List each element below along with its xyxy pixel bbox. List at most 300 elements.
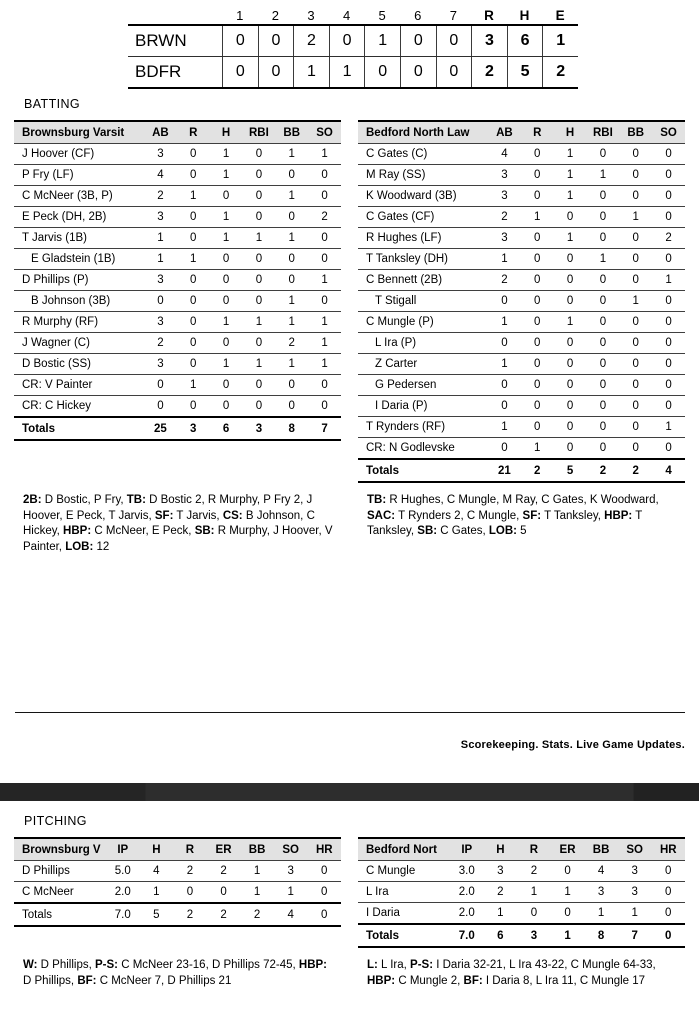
stat-cell: 0 — [501, 400, 508, 412]
pitching-table-bedford — [358, 837, 685, 948]
player-row — [14, 861, 341, 882]
stat-cell: 1 — [255, 232, 263, 244]
stat-cell: 0 — [222, 253, 230, 265]
stat-cell: 1 — [253, 865, 261, 877]
stat-cell: 1 — [566, 190, 574, 202]
pitching-section-label: PITCHING — [24, 814, 87, 828]
player-name: D Phillips — [22, 865, 70, 877]
summary-column-header: E — [555, 8, 565, 23]
totals-stat-cell: 6 — [497, 929, 504, 942]
stat-cell: 1 — [566, 169, 574, 181]
totals-stat-cell: 2 — [253, 908, 261, 921]
inning-score-cell: 0 — [222, 57, 258, 87]
player-name: R Murphy (RF) — [22, 316, 99, 328]
player-row — [358, 861, 685, 882]
stat-cell: 2 — [501, 211, 508, 223]
note-stat-label: HBP: — [63, 525, 92, 537]
stat-cell: 1 — [222, 211, 230, 223]
note-stat-label: HBP: — [604, 509, 633, 522]
inning-score-cell: 0 — [400, 26, 436, 56]
inning-column-header: 1 — [236, 8, 244, 23]
stat-cell: 0 — [632, 148, 639, 160]
totals-stat-cell: 0 — [665, 929, 672, 942]
stat-cell: 0 — [566, 421, 574, 433]
stat-cell: 3 — [497, 865, 504, 877]
stat-cell: 0 — [255, 169, 263, 181]
totals-stat-cell: 7 — [321, 422, 328, 435]
stat-cell: 1 — [255, 358, 263, 370]
stat-column-header: RBI — [592, 126, 613, 139]
stat-cell: 0 — [599, 400, 607, 412]
inning-score-cell: 1 — [293, 57, 329, 87]
stat-cell: 1 — [501, 253, 508, 265]
stat-cell: 0 — [632, 358, 639, 370]
inning-score-cell: 0 — [258, 57, 294, 87]
stat-cell: 0 — [534, 274, 541, 286]
stat-cell: 2 — [157, 337, 164, 349]
stat-cell: 0 — [665, 442, 672, 454]
stat-cell: 1 — [288, 232, 295, 244]
player-row — [358, 417, 685, 438]
stat-cell: 0 — [222, 400, 230, 412]
player-row — [358, 333, 685, 354]
summary-score-cell: 2 — [471, 57, 507, 87]
summary-score-cell: 5 — [507, 57, 543, 87]
player-row — [358, 228, 685, 249]
player-row — [14, 333, 341, 354]
stat-cell: 1 — [501, 358, 508, 370]
inning-column-header: 6 — [414, 8, 422, 23]
totals-stat-cell: 7 — [631, 929, 638, 942]
stat-cell: 3 — [157, 358, 164, 370]
pitching-table-brownsburg — [14, 837, 341, 927]
player-name: L Ira (P) — [375, 337, 417, 349]
player-row — [14, 354, 341, 375]
pitching-notes-brownsburg: W: D Phillips, P-S: C McNeer 23-16, D Phillips 72-45, HBP: D Phillips, BF: C McNeer 7, D Phillips 21 — [23, 959, 328, 987]
stat-cell: 0 — [665, 400, 672, 412]
note-stat-label: BF: — [463, 974, 483, 987]
stat-cell: 0 — [157, 379, 164, 391]
stat-cell: 0 — [665, 169, 672, 181]
stat-cell: 0 — [501, 295, 508, 307]
stat-cell: 0 — [534, 148, 541, 160]
summary-score-cell: 6 — [507, 26, 543, 56]
stat-cell: 0 — [220, 886, 227, 898]
stat-cell: 0 — [288, 253, 295, 265]
player-name: C Mungle (P) — [366, 316, 434, 328]
stat-cell: 1 — [288, 295, 295, 307]
team-abbreviation: BDFR — [135, 62, 182, 81]
stat-cell: 0 — [190, 400, 197, 412]
stat-column-header: R — [529, 843, 539, 856]
stat-cell: 2 — [497, 886, 504, 898]
stat-cell: 0 — [321, 190, 328, 202]
totals-stat-cell: 5 — [566, 464, 574, 477]
stat-cell: 0 — [534, 358, 541, 370]
player-row — [358, 249, 685, 270]
stat-cell: 1 — [665, 421, 672, 433]
stat-cell: 0 — [190, 274, 197, 286]
scoreboard-header-row — [128, 6, 578, 23]
stat-column-header: R — [189, 126, 198, 139]
inning-score-cell: 1 — [329, 57, 365, 87]
player-name: CR: C Hickey — [22, 400, 92, 412]
stat-cell: 0 — [534, 190, 541, 202]
stat-cell: 0 — [665, 316, 672, 328]
stat-column-header: H — [496, 843, 505, 856]
stat-cell: 3 — [157, 316, 164, 328]
stat-cell: 2 — [501, 274, 508, 286]
stat-cell: 1 — [566, 232, 574, 244]
stat-cell: 0 — [599, 232, 607, 244]
stat-column-header: H — [565, 126, 575, 139]
stat-cell: 0 — [255, 379, 263, 391]
totals-stat-cell: 2 — [186, 908, 194, 921]
totals-stat-cell: 4 — [287, 908, 294, 921]
player-row — [358, 354, 685, 375]
batting-notes-bedford: TB: R Hughes, C Mungle, M Ray, C Gates, K Woodward, SAC: T Rynders 2, C Mungle, SF: T Tanksley, HBP: T Tanksley, SB: C Gates, LOB: 5 — [367, 494, 659, 537]
player-row — [14, 375, 341, 396]
stat-column-header: H — [221, 126, 231, 139]
stat-cell: 3 — [157, 274, 164, 286]
stat-cell: 1 — [190, 253, 197, 265]
player-row — [14, 144, 341, 165]
stat-cell: 4 — [501, 148, 508, 160]
stat-cell: 1 — [288, 148, 295, 160]
stat-cell: 2 — [288, 337, 295, 349]
totals-label: Totals — [366, 464, 400, 477]
stat-cell: 0 — [599, 211, 607, 223]
stat-cell: 1 — [157, 253, 164, 265]
stat-cell: 0 — [288, 274, 295, 286]
stat-cell: 0 — [566, 442, 574, 454]
stat-cell: 0 — [255, 211, 263, 223]
stat-column-header: SO — [282, 843, 299, 856]
note-stat-label: SF: — [522, 509, 542, 522]
stat-cell: 2 — [530, 865, 538, 877]
stat-cell: 0 — [566, 337, 574, 349]
stat-cell: 0 — [566, 379, 574, 391]
table-header-row — [358, 120, 685, 144]
summary-score-cell: 2 — [542, 57, 578, 87]
note-stat-label: P-S: — [95, 959, 119, 971]
stat-column-header: RBI — [248, 126, 269, 139]
totals-row — [358, 460, 685, 483]
stat-column-header: H — [152, 843, 161, 856]
stat-cell: 0 — [255, 337, 263, 349]
inning-column-header: 4 — [342, 8, 351, 23]
stat-cell: 1 — [288, 316, 295, 328]
stat-cell: 0 — [665, 148, 672, 160]
player-name: J Hoover (CF) — [22, 148, 95, 160]
stat-cell: 0 — [534, 379, 541, 391]
stat-column-header: R — [533, 126, 542, 139]
player-name: CR: N Godlevske — [366, 442, 455, 454]
player-name: C McNeer — [22, 886, 74, 898]
stat-cell: 0 — [599, 295, 607, 307]
stat-cell: 0 — [566, 358, 574, 370]
stat-cell: 0 — [632, 337, 639, 349]
stat-cell: 0 — [157, 295, 164, 307]
stat-cell: 0 — [632, 316, 639, 328]
stat-cell: 1 — [321, 358, 328, 370]
stat-cell: 0 — [564, 907, 571, 919]
stat-cell: 0 — [599, 316, 607, 328]
stat-cell: 1 — [501, 421, 508, 433]
player-name: T Jarvis (1B) — [22, 232, 87, 244]
player-name: C Gates (CF) — [366, 211, 435, 223]
stat-cell: 0 — [222, 295, 230, 307]
stat-column-header: AB — [496, 126, 513, 139]
stat-cell: 0 — [665, 865, 672, 877]
player-row — [14, 186, 341, 207]
stat-cell: 1 — [222, 232, 230, 244]
stat-cell: 0 — [534, 169, 541, 181]
player-row — [358, 165, 685, 186]
pitching-columns — [14, 837, 685, 989]
stat-cell: 0 — [501, 337, 508, 349]
inning-score-cell: 0 — [329, 26, 365, 56]
player-name: Z Carter — [375, 358, 418, 370]
totals-stat-cell: 5 — [153, 908, 160, 921]
note-stat-label: CS: — [222, 509, 243, 522]
stat-cell: 0 — [222, 379, 230, 391]
totals-stat-cell: 0 — [321, 908, 328, 921]
summary-score-cell: 3 — [471, 26, 507, 56]
player-name: I Daria — [366, 907, 400, 919]
player-row — [14, 882, 341, 904]
stat-cell: 0 — [255, 148, 263, 160]
stat-cell: 0 — [599, 190, 607, 202]
stat-cell: 0 — [222, 274, 230, 286]
stat-cell: 1 — [497, 907, 504, 919]
stat-cell: 0 — [665, 907, 672, 919]
totals-stat-cell: 2 — [632, 464, 639, 477]
stat-cell: 0 — [534, 232, 541, 244]
player-row — [358, 882, 685, 903]
player-name: C Bennett (2B) — [366, 274, 443, 286]
stat-cell: 0 — [255, 190, 263, 202]
stat-column-header: ER — [559, 843, 576, 856]
totals-stat-cell: 4 — [665, 464, 672, 477]
stat-cell: 1 — [157, 232, 164, 244]
stat-cell: 0 — [321, 253, 328, 265]
stat-cell: 3 — [631, 865, 638, 877]
batting-section-label: BATTING — [24, 97, 81, 111]
stat-cell: 0 — [190, 316, 197, 328]
stat-cell: 1 — [501, 316, 508, 328]
player-name: B Johnson (3B) — [31, 295, 111, 307]
footer-divider-line — [15, 712, 685, 713]
stat-cell: 5.0 — [114, 865, 131, 877]
player-name: C Gates (C) — [366, 148, 428, 160]
summary-column-header: H — [519, 8, 530, 23]
stat-cell: 0 — [288, 169, 295, 181]
stat-column-header: BB — [592, 843, 610, 856]
totals-stat-cell: 8 — [288, 422, 295, 435]
stat-cell: 0 — [534, 316, 541, 328]
stat-cell: 1 — [222, 148, 230, 160]
note-stat-label: LOB: — [488, 525, 517, 537]
totals-stat-cell: 8 — [597, 929, 605, 942]
inning-column-header: 3 — [307, 8, 315, 23]
stat-cell: 0 — [665, 358, 672, 370]
totals-stat-cell: 2 — [220, 908, 227, 921]
stat-cell: 0 — [632, 400, 639, 412]
inning-score-cell: 0 — [222, 26, 258, 56]
stat-cell: 2 — [321, 211, 328, 223]
stat-cell: 0 — [599, 379, 607, 391]
ad-banner-bar — [0, 783, 699, 801]
stat-column-header: ER — [215, 843, 232, 856]
player-name: M Ray (SS) — [366, 169, 426, 181]
stat-cell: 3 — [597, 886, 605, 898]
player-row — [358, 396, 685, 417]
stat-cell: 0 — [190, 232, 197, 244]
stat-cell: 1 — [321, 337, 328, 349]
note-stat-label: L: — [367, 959, 378, 971]
stat-column-header: BB — [627, 126, 645, 139]
stat-cell: 1 — [288, 190, 295, 202]
stat-cell: 0 — [255, 253, 263, 265]
team-name-header: Brownsburg Varsit — [22, 126, 125, 139]
stat-cell: 1 — [153, 886, 160, 898]
player-name: I Daria (P) — [375, 400, 428, 412]
player-name: E Peck (DH, 2B) — [22, 211, 107, 223]
player-name: K Woodward (3B) — [366, 190, 457, 202]
stat-cell: 0 — [665, 886, 672, 898]
stat-cell: 1 — [599, 169, 607, 181]
stat-cell: 1 — [190, 379, 197, 391]
totals-stat-cell: 21 — [498, 464, 511, 477]
stat-cell: 1 — [321, 148, 328, 160]
totals-stat-cell: 2 — [599, 464, 607, 477]
batting-section — [14, 97, 685, 555]
player-row — [358, 903, 685, 925]
stat-cell: 1 — [222, 316, 230, 328]
stat-cell: 1 — [632, 295, 639, 307]
team-name-header: Brownsburg V — [22, 843, 101, 856]
stat-column-header: IP — [117, 843, 129, 856]
stat-cell: 0 — [501, 379, 508, 391]
player-row — [358, 375, 685, 396]
stat-cell: 0 — [222, 190, 230, 202]
player-row — [14, 270, 341, 291]
stat-cell: 2 — [665, 232, 672, 244]
stat-cell: 0 — [157, 400, 164, 412]
totals-label: Totals — [22, 908, 53, 921]
stat-cell: 0 — [632, 190, 639, 202]
inning-column-header: 5 — [378, 8, 386, 23]
stat-cell: 0 — [564, 865, 571, 877]
stat-cell: 0 — [632, 421, 639, 433]
player-name: D Bostic (SS) — [22, 358, 92, 370]
stat-cell: 0 — [665, 190, 672, 202]
inning-score-cell: 0 — [364, 57, 400, 87]
stat-cell: 0 — [566, 253, 574, 265]
stat-cell: 3 — [631, 886, 638, 898]
totals-stat-cell: 25 — [154, 422, 167, 435]
stat-cell: 1 — [566, 148, 574, 160]
inning-column-header: 2 — [271, 8, 279, 23]
stat-cell: 3 — [157, 211, 164, 223]
batting-table-bedford — [358, 120, 685, 483]
note-stat-label: SB: — [417, 525, 438, 537]
stat-cell: 4 — [153, 865, 160, 877]
stat-cell: 0 — [222, 337, 230, 349]
stat-column-header: HR — [315, 843, 333, 856]
stat-cell: 0 — [255, 295, 263, 307]
stat-cell: 0 — [321, 169, 328, 181]
inning-column-header: 7 — [449, 8, 457, 23]
stat-cell: 0 — [632, 274, 639, 286]
stat-cell: 0 — [632, 379, 639, 391]
player-name: G Pedersen — [375, 379, 437, 391]
stat-cell: 0 — [632, 232, 639, 244]
stat-cell: 0 — [599, 337, 607, 349]
player-row — [14, 207, 341, 228]
stat-cell: 0 — [534, 337, 541, 349]
stat-cell: 3 — [501, 190, 508, 202]
table-header-row — [14, 837, 341, 861]
stat-cell: 2.0 — [114, 886, 131, 898]
stat-cell: 3 — [287, 865, 294, 877]
stat-cell: 0 — [599, 358, 607, 370]
note-stat-label: 2B: — [23, 494, 42, 506]
stat-cell: 1 — [632, 211, 639, 223]
stat-cell: 1 — [255, 316, 263, 328]
totals-stat-cell: 7.0 — [114, 908, 131, 921]
stat-column-header: R — [185, 843, 195, 856]
note-stat-label: BF: — [77, 974, 97, 987]
stat-cell: 3 — [157, 148, 164, 160]
player-name: D Phillips (P) — [22, 274, 89, 286]
note-stat-label: SAC: — [367, 509, 396, 522]
stat-column-header: HR — [659, 843, 677, 856]
stat-cell: 0 — [190, 169, 197, 181]
totals-stat-cell: 3 — [255, 422, 263, 435]
stat-column-header: IP — [461, 843, 473, 856]
team-abbreviation: BRWN — [135, 31, 187, 50]
pitching-notes-bedford: L: L Ira, P-S: I Daria 32-21, L Ira 43-22, C Mungle 64-33, HBP: C Mungle 2, BF: I Daria 8, L Ira 11, C Mungle 17 — [367, 959, 656, 987]
stat-cell: 1 — [287, 886, 294, 898]
stat-cell: 1 — [190, 190, 197, 202]
stat-cell: 2.0 — [458, 907, 475, 919]
stat-cell: 0 — [288, 400, 295, 412]
summary-column-header: R — [484, 8, 494, 23]
stat-cell: 0 — [321, 232, 328, 244]
player-name: L Ira — [366, 886, 389, 898]
note-stat-label: W: — [23, 959, 38, 971]
stat-cell: 0 — [534, 295, 541, 307]
team-name-header: Bedford North Law — [366, 126, 470, 139]
inning-score-cell: 1 — [364, 26, 400, 56]
inning-score-cell: 0 — [436, 26, 472, 56]
tagline-text: Scorekeeping. Stats. Live Game Updates. — [460, 739, 685, 751]
stat-cell: 1 — [222, 358, 230, 370]
stat-cell: 0 — [186, 886, 194, 898]
stat-cell: 0 — [190, 211, 197, 223]
stat-cell: 0 — [665, 295, 672, 307]
totals-row — [14, 904, 341, 927]
stat-cell: 3 — [501, 169, 508, 181]
note-stat-label: SB: — [194, 525, 215, 537]
stat-cell: 0 — [632, 169, 639, 181]
stat-cell: 1 — [566, 316, 574, 328]
stat-cell: 0 — [599, 442, 607, 454]
player-name: E Gladstein (1B) — [31, 253, 116, 265]
scoreboard-team-row — [128, 56, 578, 87]
